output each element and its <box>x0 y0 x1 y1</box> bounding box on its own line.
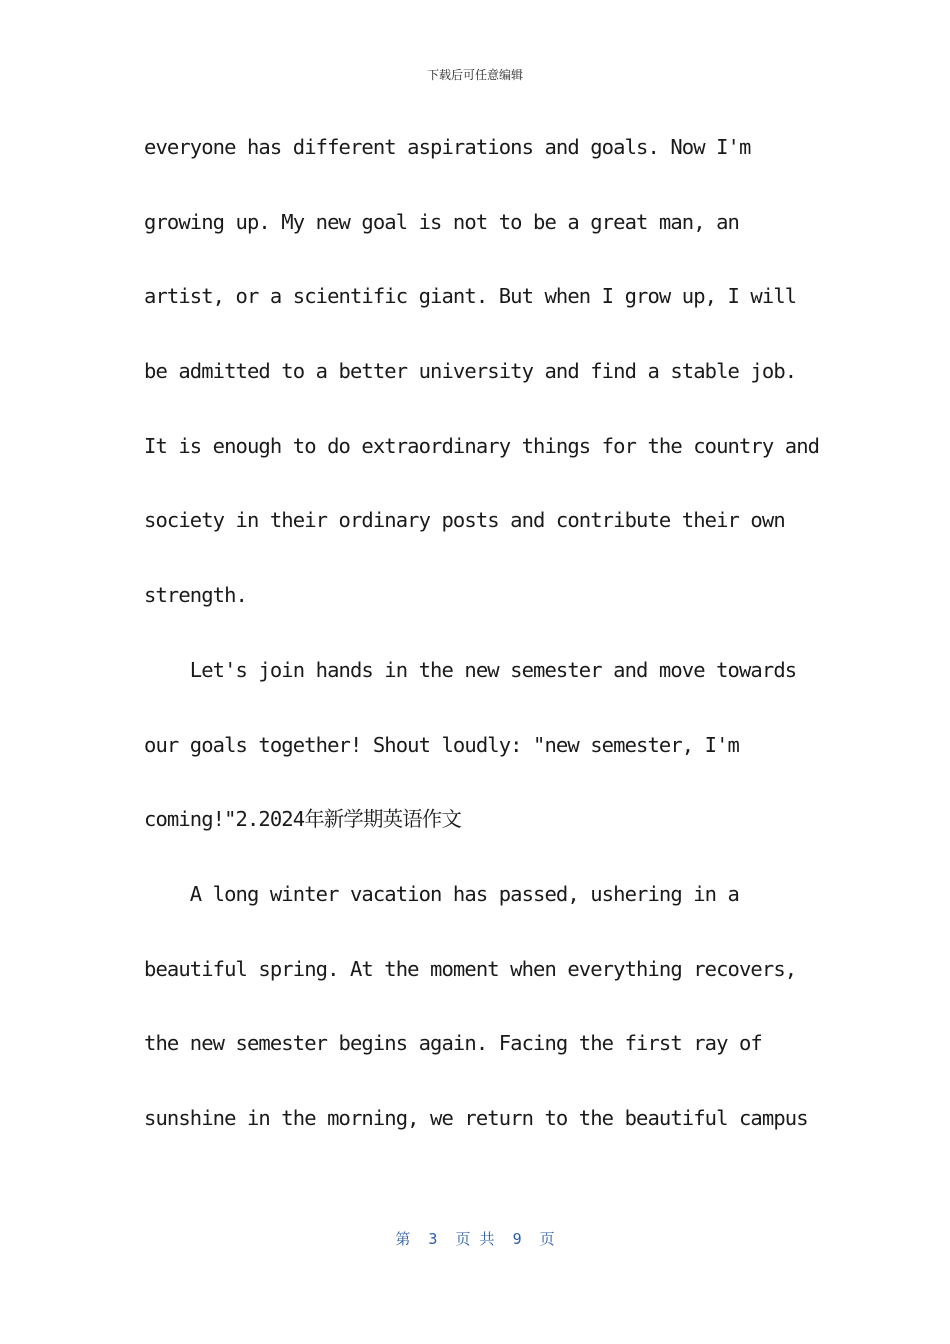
text-line: society in their ordinary posts and contribute their own <box>144 508 785 533</box>
page-header: 下载后可任意编辑 <box>426 68 523 82</box>
document-body <box>144 127 824 1173</box>
text-line: sunshine in the morning, we return to the beautiful campus <box>144 1105 808 1130</box>
text-line: our goals together! Shout loudly: "new semester, I'm <box>144 732 739 757</box>
text-line: artist, or a scientific giant. But when I grow up, I will <box>144 284 797 309</box>
text-line: A long winter vacation has passed, ushering in a <box>144 881 739 906</box>
text-line: strength. <box>144 583 247 608</box>
text-line: be admitted to a better university and find a stable job. <box>144 359 797 384</box>
text-line: Let's join hands in the new semester and move towards <box>144 657 797 682</box>
text-line: beautiful spring. At the moment when everything recovers, <box>144 956 797 981</box>
text-line: coming!"2.2024年新学期英语作文 <box>144 807 461 832</box>
page-number-footer: 第 3 页 共 9 页 <box>395 1230 555 1248</box>
text-line: It is enough to do extraordinary things for the country and <box>144 433 820 458</box>
text-line: the new semester begins again. Facing the first ray of <box>144 1031 762 1056</box>
text-line: everyone has different aspirations and goals. Now I'm <box>144 135 751 159</box>
text-line: growing up. My new goal is not to be a great man, an <box>144 209 739 234</box>
